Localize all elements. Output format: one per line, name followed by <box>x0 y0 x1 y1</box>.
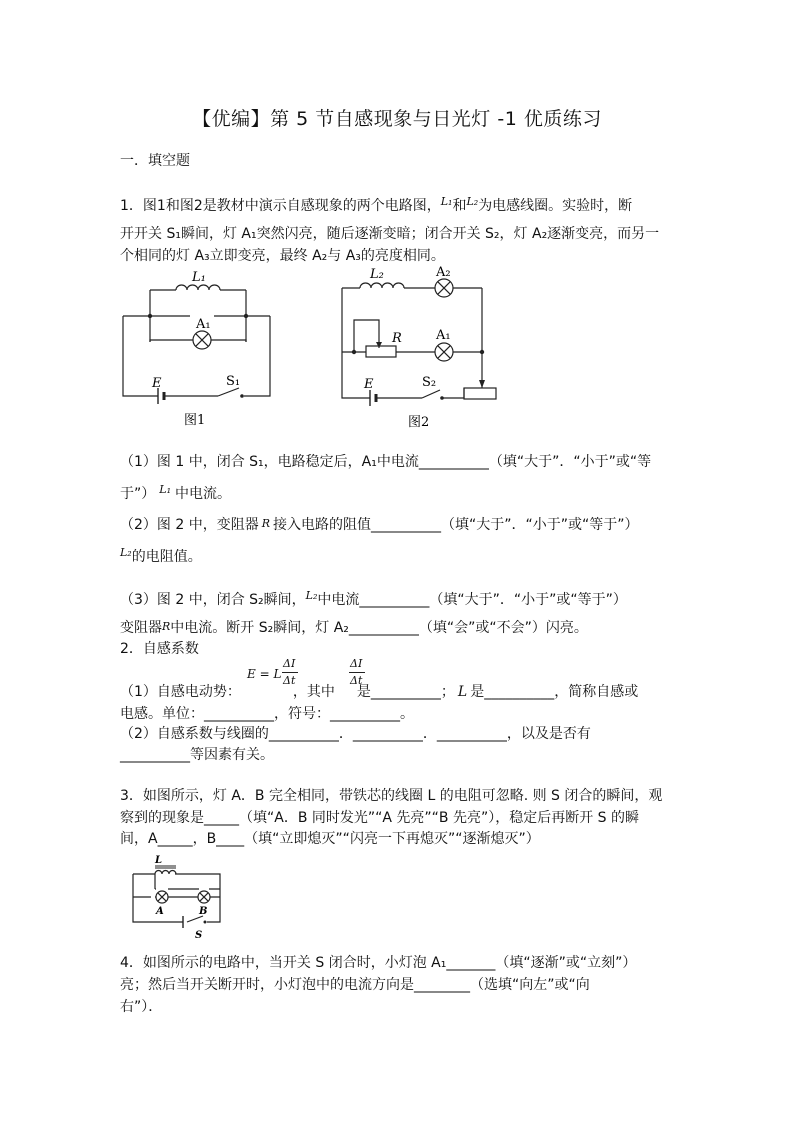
q2-heading: 2．自感系数 <box>120 641 199 657</box>
fig1-label-s1: S₁ <box>226 374 241 389</box>
q2-part1-line-2: 电感。单位：__________，符号：__________。 <box>120 706 414 722</box>
fig1-caption: 图1 <box>184 413 206 428</box>
fig1-label-a1: A₁ <box>196 317 211 332</box>
q1-part3-text-b: 中电流__________（填“大于”．“小于”或“等于”） <box>317 592 627 608</box>
fig2-label-e: E <box>364 377 374 392</box>
fig3-label-a: A <box>156 906 164 917</box>
page-title: 【优编】第 5 节自感现象与日光灯 -1 优质练习 <box>192 108 602 130</box>
q1-symbol-l1: L₁ <box>440 195 453 208</box>
fig2-label-r: R <box>392 331 402 346</box>
q1-part3-text-c: 变阻器 <box>120 620 162 636</box>
q2-part1-text-a: （1）自感电动势： <box>120 684 241 700</box>
q2-part1-symbol-l: L <box>457 684 468 700</box>
fig2-label-s2: S₂ <box>422 375 437 390</box>
figure-3-circuit <box>125 852 240 946</box>
fig2-switch <box>422 390 440 398</box>
fig2-caption: 图2 <box>408 415 430 430</box>
q2-ratio-di: ΔI <box>350 657 363 670</box>
q1-part2-text-a: （2）图 2 中，变阻器 <box>120 517 259 533</box>
q1-symbol-l2: L₂ <box>466 195 479 208</box>
q1-line-1 <box>120 195 632 215</box>
fig1-wires <box>123 290 270 396</box>
q2-part1-line-1 <box>120 681 638 701</box>
q3-line-2: 察到的现象是_____（填“A．B 同时发光”“A 先亮”“B 先亮”），稳定后再断开 S 的瞬 <box>120 810 640 826</box>
q4-line-1: 4．如图所示的电路中，当开关 S 闭合时，小灯泡 A₁_______（填“逐渐”或“立刻”） <box>120 955 637 971</box>
q2-formula-dt: Δt <box>283 674 296 687</box>
fig1-label-l1: L₁ <box>192 270 206 285</box>
q2-part1-text-b: ，其中 <box>292 684 335 700</box>
q3-line-3: 间，A_____，B____（填“立即熄灭”“闪亮一下再熄灭”“逐渐熄灭”） <box>120 831 540 847</box>
q1-text-and: 和 <box>452 198 467 214</box>
q4-line-2: 亮；然后当开关断开时，小灯泡中的电流方向是________（选填“向左”或“向 <box>120 977 590 993</box>
q2-part1-text-d: 是__________，简称自感或 <box>470 684 639 700</box>
q1-part1-text-c: 中电流。 <box>174 486 231 502</box>
q1-text-b: 为电感线圈。实验时，断 <box>478 198 633 214</box>
q1-part2-text-b: 接入电路的阻值__________（填“大于”．“小于”或“等于”） <box>273 517 639 533</box>
figure-1-circuit <box>118 268 278 428</box>
q1-part2-text-c: 的电阻值。 <box>131 549 202 565</box>
q1-part1-line-1: （1）图 1 中，闭合 S₁，电路稳定后，A₁中电流__________（填“大于”．“小于”或“等 <box>120 454 652 470</box>
fig3-label-b: B <box>199 906 208 917</box>
q1-number: 1． <box>120 198 143 214</box>
fig2-inductor <box>360 283 404 288</box>
fig2-rheostat-bottom <box>464 388 496 399</box>
figure-2-circuit <box>334 262 504 432</box>
fig3-label-l: L <box>155 855 163 866</box>
section-heading: 一．填空题 <box>120 153 190 169</box>
fig2-label-a1: A₁ <box>436 328 451 343</box>
q2-part1-text-c: 是__________； <box>356 684 455 700</box>
q1-line-2: 开开关 S₁瞬间，灯 A₁突然闪亮，随后逐渐变暗；闭合开关 S₂，灯 A₂逐渐变亮，而另一 <box>120 226 660 242</box>
fig3-inductor <box>155 871 176 875</box>
q1-part2-symbol-l2: L₂ <box>120 546 132 559</box>
q1-part1-text-b: 于”） <box>120 486 156 502</box>
fig1-inductor <box>176 285 220 290</box>
fig2-label-l2: L₂ <box>370 267 384 282</box>
q1-part3-text-a: （3）图 2 中，闭合 S₂瞬间， <box>120 592 306 608</box>
q1-part3-line-2 <box>120 617 588 637</box>
q2-ratio-dt: Δt <box>350 674 363 687</box>
q4-line-3: 右”）． <box>120 999 163 1015</box>
q2-part2-line-1: （2）自感系数与线圈的__________．__________．__________，以及是否有 <box>120 726 591 742</box>
fig1-switch <box>218 388 239 396</box>
q1-line-3: 个相同的灯 A₃立即变亮，最终 A₂与 A₃的亮度相同。 <box>120 248 445 264</box>
q1-part1-symbol: L₁ <box>159 483 171 496</box>
q1-part3-symbol-r: R <box>162 620 171 633</box>
q1-part2-symbol-r: R <box>261 517 271 530</box>
fig3-label-s: S <box>195 930 203 941</box>
q2-formula-di: ΔI <box>283 657 296 670</box>
fig2-rheostat-r <box>366 346 396 357</box>
q1-part3-symbol-l2: L₂ <box>305 589 318 602</box>
fig1-label-e: E <box>152 376 162 391</box>
fig2-wires <box>342 288 482 398</box>
q2-formula-bar <box>282 672 298 673</box>
q1-text-a: 图1和图2是教材中演示自感现象的两个电路图， <box>142 198 441 214</box>
q2-formula-lhs: E = L <box>247 667 282 681</box>
q2-part2-line-2: __________等因素有关。 <box>120 747 274 763</box>
q1-part2-line-2 <box>120 546 202 566</box>
q1-part1-line-2 <box>120 483 231 503</box>
q2-ratio-bar <box>349 672 365 673</box>
fig2-label-a2: A₂ <box>436 265 451 280</box>
q1-part2-line-1 <box>120 514 639 534</box>
q1-part3-text-d: 中电流。断开 S₂瞬间，灯 A₂__________（填“会”或“不会”）闪亮。 <box>170 620 588 636</box>
q1-part3-line-1 <box>120 589 627 609</box>
q3-line-1: 3．如图所示，灯 A．B 完全相同，带铁芯的线圈 L 的电阻可忽略. 则 S 闭合的瞬间，观 <box>120 788 663 804</box>
